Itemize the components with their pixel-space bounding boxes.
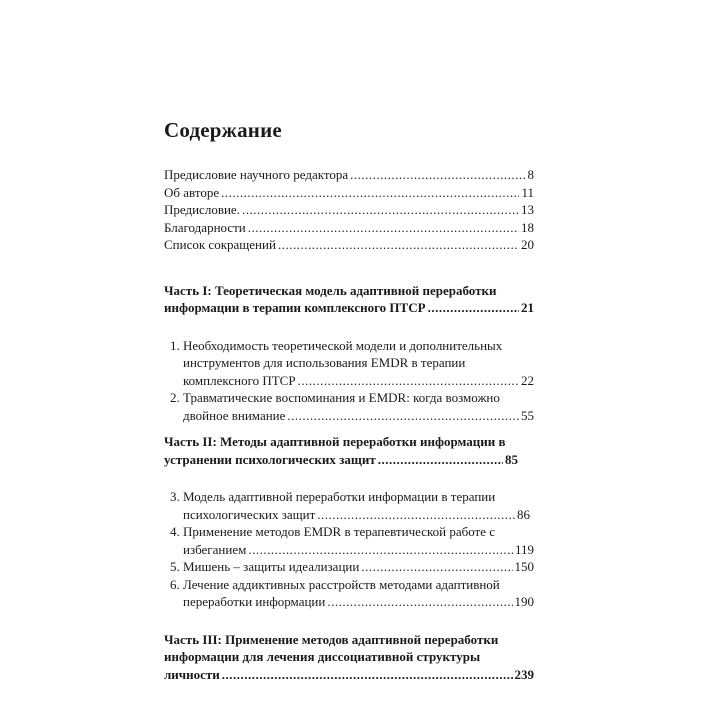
leader-dots bbox=[248, 219, 519, 237]
leader-dots bbox=[278, 236, 519, 254]
table-of-contents bbox=[164, 118, 534, 683]
part-heading[interactable] bbox=[164, 282, 534, 317]
chapter-line: 1. Необходимость теоретической модели и дополнительных bbox=[170, 337, 503, 353]
chapter-page: 22 bbox=[521, 372, 534, 388]
leader-dots bbox=[221, 184, 519, 202]
chapter-line: комплексного ПТСР bbox=[183, 372, 296, 388]
leader-dots bbox=[361, 558, 512, 576]
toc-entry-page: 18 bbox=[521, 219, 534, 235]
chapter-line: переработки информации bbox=[183, 594, 326, 609]
chapter-entry[interactable] bbox=[170, 576, 534, 611]
chapter-line: двойное внимание bbox=[183, 407, 286, 423]
toc-title: Содержание bbox=[164, 118, 282, 142]
part-heading[interactable] bbox=[164, 631, 534, 684]
toc-entry[interactable] bbox=[164, 219, 534, 237]
chapter-entry[interactable] bbox=[170, 558, 534, 576]
toc-entry[interactable] bbox=[164, 184, 534, 202]
chapter-entry[interactable] bbox=[170, 523, 534, 558]
toc-entry[interactable] bbox=[164, 201, 534, 219]
part-heading-line: Часть III: Применение методов адаптивной переработки bbox=[164, 631, 499, 647]
chapter-line: 6. Лечение аддиктивных расстройств методами адаптивной bbox=[170, 576, 500, 592]
part-heading[interactable] bbox=[164, 433, 534, 468]
leader-dots bbox=[378, 451, 503, 469]
chapter-page: 119 bbox=[514, 541, 534, 557]
toc-entry-page: 13 bbox=[521, 202, 534, 217]
part-heading-line: личности bbox=[164, 666, 220, 682]
part-heading-line: Часть II: Методы адаптивной переработки информации в bbox=[164, 434, 506, 449]
toc-entry-label: Об авторе bbox=[164, 184, 220, 200]
part-heading-line: Часть I: Теоретическая модель адаптивной переработки bbox=[164, 282, 497, 298]
toc-entry-label: Предисловие. bbox=[164, 202, 240, 217]
chapter-line: 3. Модель адаптивной переработки информации в терапии bbox=[170, 489, 496, 504]
part-page: 21 bbox=[521, 300, 534, 315]
leader-dots bbox=[222, 666, 513, 684]
chapter-entry[interactable] bbox=[170, 337, 534, 390]
toc-entry-label: Список сокращений bbox=[164, 237, 276, 252]
chapter-entry[interactable] bbox=[170, 488, 534, 523]
chapter-entry[interactable] bbox=[170, 389, 534, 424]
leader-dots bbox=[327, 593, 512, 611]
chapter-list bbox=[170, 488, 534, 611]
part-heading-line: информации для лечения диссоциативной структуры bbox=[164, 649, 481, 664]
part-heading-line: информации в терапии комплексного ПТСР bbox=[164, 300, 426, 315]
chapter-page: 86 bbox=[517, 506, 530, 522]
toc-entry[interactable] bbox=[164, 166, 534, 184]
toc-entry-page: 20 bbox=[521, 237, 534, 252]
leader-dots bbox=[317, 506, 515, 524]
leader-dots bbox=[248, 541, 513, 559]
leader-dots bbox=[242, 201, 519, 219]
part-page: 239 bbox=[514, 666, 534, 682]
toc-entry[interactable] bbox=[164, 236, 534, 254]
chapter-list bbox=[170, 337, 534, 425]
chapter-page: 190 bbox=[514, 594, 534, 609]
leader-dots bbox=[298, 372, 519, 390]
toc-entry-label: Предисловие научного редактора bbox=[164, 167, 349, 182]
leader-dots bbox=[350, 166, 525, 184]
chapter-line: психологических защит bbox=[183, 506, 316, 522]
chapter-page: 150 bbox=[514, 559, 534, 574]
toc-entry-page: 11 bbox=[521, 184, 534, 200]
toc-entry-label: Благодарности bbox=[164, 219, 246, 235]
chapter-line: избеганием bbox=[183, 541, 247, 557]
chapter-line: 4. Применение методов EMDR в терапевтической работе с bbox=[170, 524, 496, 539]
front-matter-list bbox=[164, 166, 534, 254]
leader-dots bbox=[287, 407, 519, 425]
chapter-line: 5. Мишень – защиты идеализации bbox=[170, 559, 360, 574]
toc-entry-page: 8 bbox=[527, 167, 534, 182]
leader-dots bbox=[428, 299, 519, 317]
part-heading-line: устранении психологических защит bbox=[164, 451, 376, 467]
part-page: 85 bbox=[505, 451, 518, 467]
chapter-line: инструментов для использования EMDR в терапии bbox=[183, 355, 466, 370]
chapter-page: 55 bbox=[521, 407, 534, 423]
chapter-line: 2. Травматические воспоминания и EMDR: когда возможно bbox=[170, 390, 500, 405]
